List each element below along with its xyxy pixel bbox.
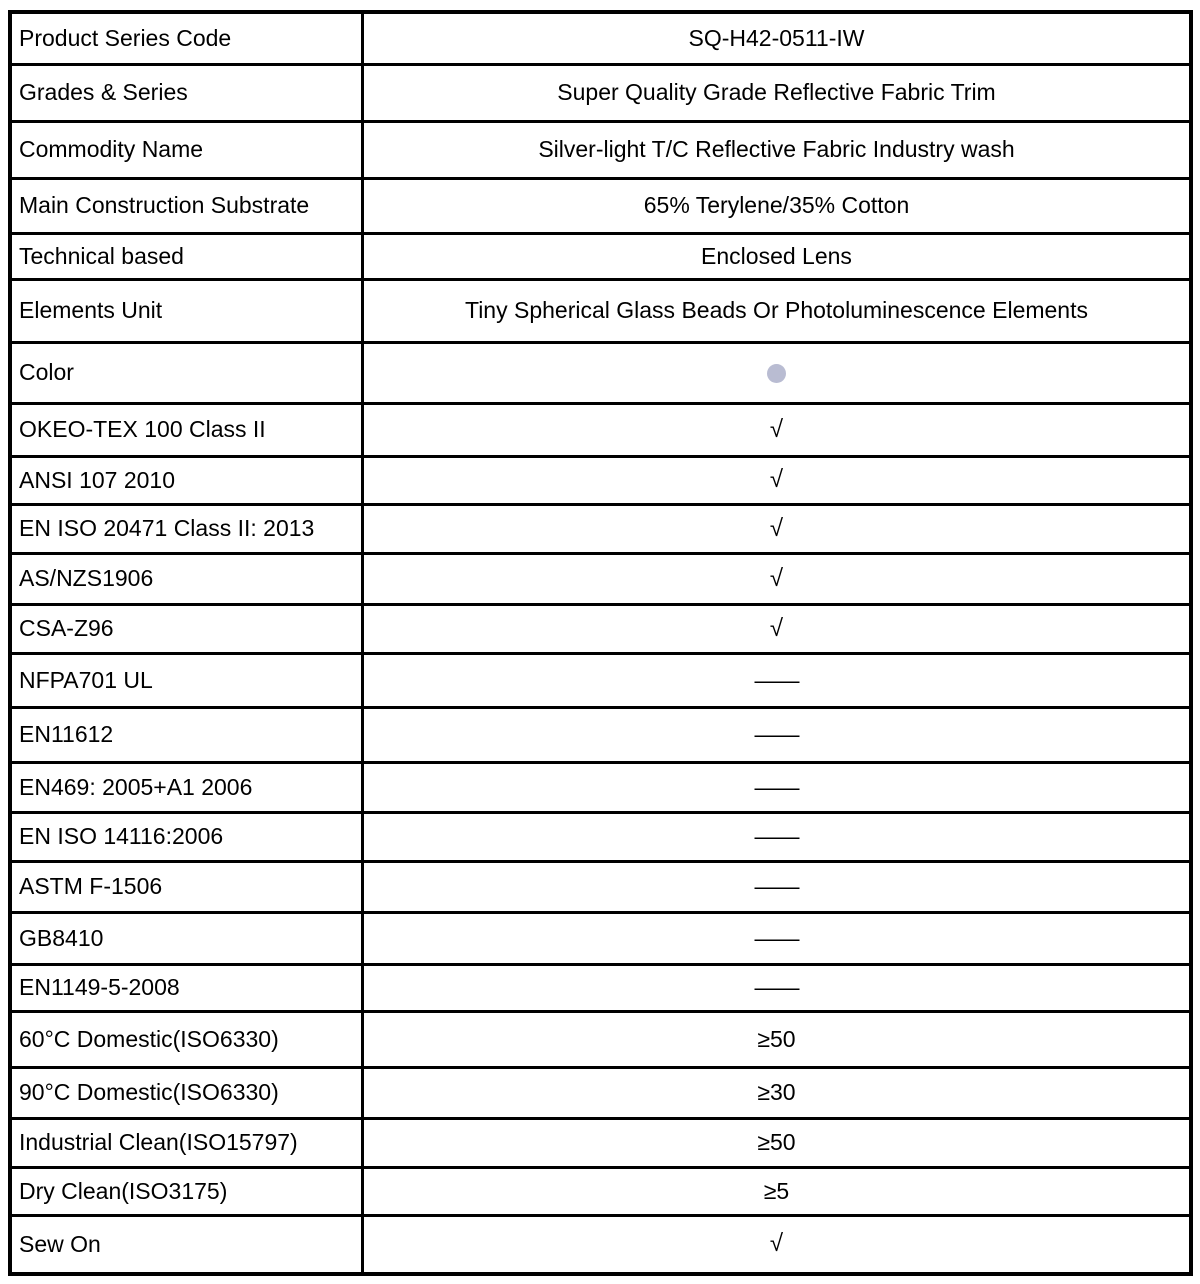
spec-value: Silver-light T/C Reflective Fabric Industry wash [364,123,1189,180]
spec-label: Grades & Series [12,66,364,123]
row-en11612 [12,709,1189,764]
row-grades-series [12,66,1189,123]
row-60c-domestic [12,1013,1189,1069]
dash-mark: —— [364,863,1189,914]
spec-label: ANSI 107 2010 [12,458,364,506]
spec-table [8,10,1193,1276]
spec-value: Enclosed Lens [364,235,1189,281]
row-color [12,344,1189,405]
row-en-iso-14116 [12,814,1189,863]
row-okeo-tex-100-class-ii [12,405,1189,458]
row-en1149-5-2008 [12,966,1189,1013]
spec-label: Technical based [12,235,364,281]
spec-label: NFPA701 UL [12,655,364,709]
spec-label: Elements Unit [12,281,364,344]
dash-mark: —— [364,764,1189,814]
row-nfpa701-ul [12,655,1189,709]
row-as-nzs1906 [12,555,1189,606]
row-technical-based [12,235,1189,281]
check-mark: √ [364,405,1189,458]
check-mark: √ [364,606,1189,655]
dash-mark: —— [364,914,1189,966]
spec-value: ≥50 [364,1120,1189,1169]
spec-label: 90°C Domestic(ISO6330) [12,1069,364,1120]
spec-value: 65% Terylene/35% Cotton [364,180,1189,235]
spec-label: Sew On [12,1217,364,1272]
spec-label: Industrial Clean(ISO15797) [12,1120,364,1169]
check-mark: √ [364,506,1189,555]
row-ansi-107-2010 [12,458,1189,506]
spec-label: Product Series Code [12,14,364,66]
spec-label: OKEO-TEX 100 Class II [12,405,364,458]
spec-label: EN11612 [12,709,364,764]
spec-label: GB8410 [12,914,364,966]
check-mark: √ [364,555,1189,606]
spec-value: ≥30 [364,1069,1189,1120]
spec-label: Main Construction Substrate [12,180,364,235]
row-sew-on [12,1217,1189,1272]
spec-value [364,344,1189,405]
row-csa-z96 [12,606,1189,655]
dash-mark: —— [364,814,1189,863]
row-en469 [12,764,1189,814]
spec-value: ≥5 [364,1169,1189,1217]
row-astm-f-1506 [12,863,1189,914]
dash-mark: —— [364,966,1189,1013]
spec-value: Super Quality Grade Reflective Fabric Trim [364,66,1189,123]
spec-label: EN469: 2005+A1 2006 [12,764,364,814]
row-elements-unit [12,281,1189,344]
spec-label: 60°C Domestic(ISO6330) [12,1013,364,1069]
spec-label: CSA-Z96 [12,606,364,655]
row-commodity-name [12,123,1189,180]
spec-value: ≥50 [364,1013,1189,1069]
spec-label: EN ISO 14116:2006 [12,814,364,863]
check-mark: √ [364,458,1189,506]
color-swatch-dot [767,364,786,383]
spec-label: Commodity Name [12,123,364,180]
row-product-series-code [12,14,1189,66]
spec-label: ASTM F-1506 [12,863,364,914]
spec-label: EN1149-5-2008 [12,966,364,1013]
dash-mark: —— [364,655,1189,709]
row-en-iso-20471 [12,506,1189,555]
row-dry-clean [12,1169,1189,1217]
dash-mark: —— [364,709,1189,764]
spec-label: Dry Clean(ISO3175) [12,1169,364,1217]
spec-label: Color [12,344,364,405]
spec-label: EN ISO 20471 Class II: 2013 [12,506,364,555]
row-90c-domestic [12,1069,1189,1120]
spec-value: Tiny Spherical Glass Beads Or Photoluminescence Elements [364,281,1189,344]
row-industrial-clean [12,1120,1189,1169]
check-mark: √ [769,1230,784,1258]
spec-value: SQ-H42-0511-IW [364,14,1189,66]
spec-label: AS/NZS1906 [12,555,364,606]
row-main-construction-substrate [12,180,1189,235]
row-gb8410 [12,914,1189,966]
